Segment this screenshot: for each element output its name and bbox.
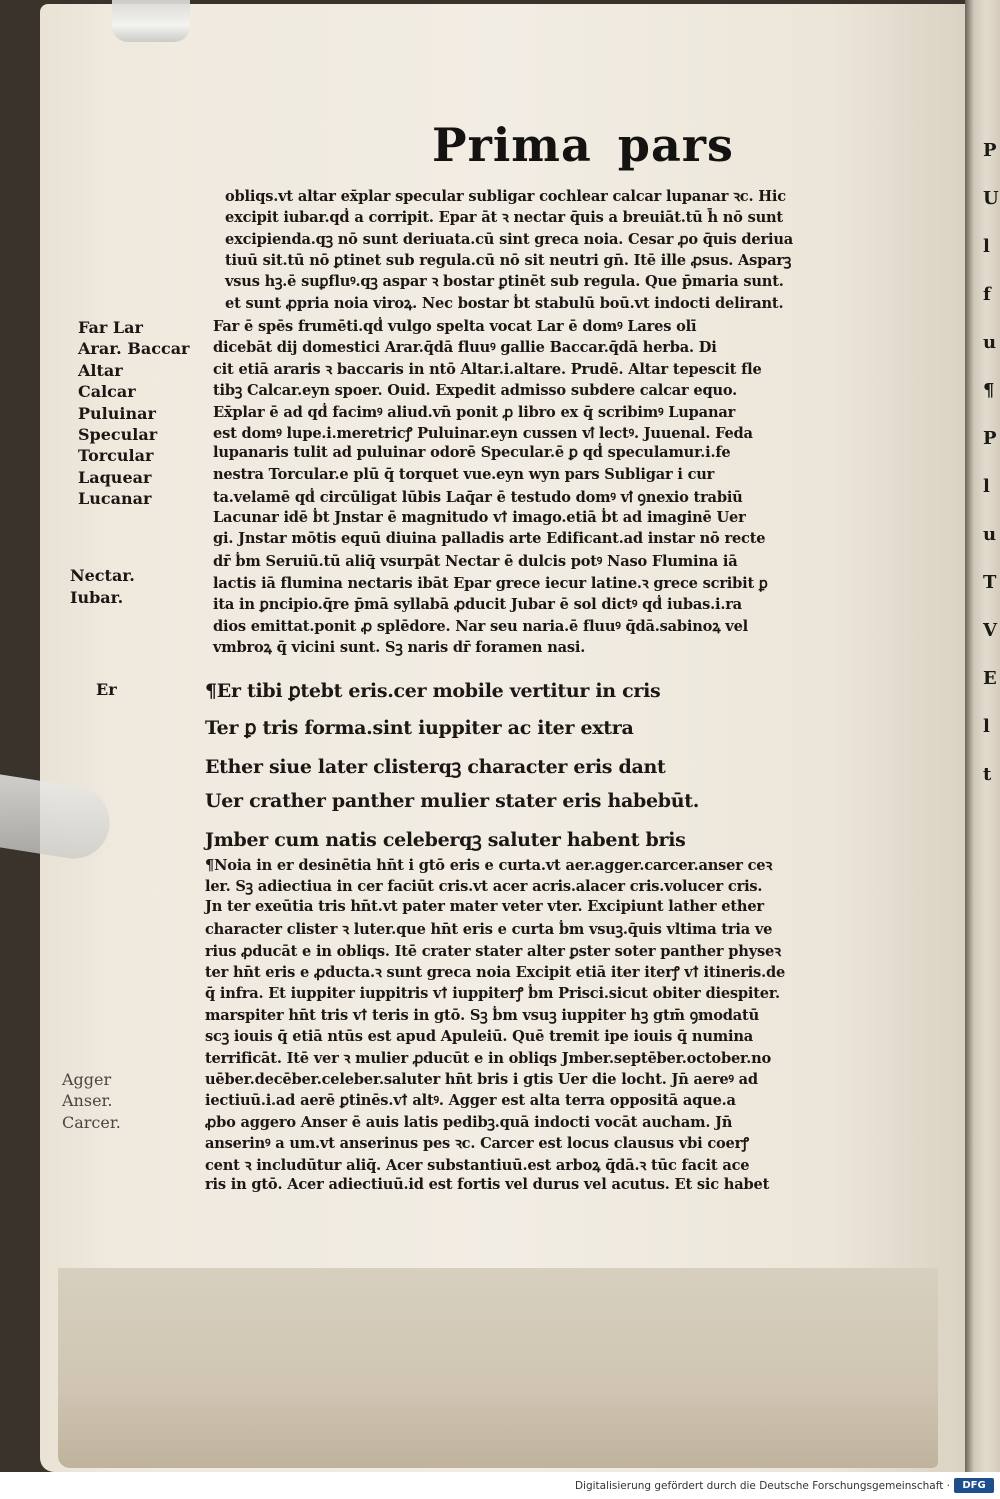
text-line: lupanaris tulit ad puluinar odorē Specular.ē ꝑ qḋ speculamur.i.fe [213, 444, 731, 462]
page-title [432, 118, 760, 172]
text-line: ler. Sꝫ adiectiua in cer faciūt cris.vt acer acris.alacer cris.volucer cris. [205, 878, 763, 896]
text-line: Ex̄plar ē ad qḋ facimꝰ aliud.vn̄ ponit ꝓ libro ex q̄ scribimꝰ Lupanar [213, 403, 736, 421]
text-line: ita in ꝑncipio.q̄re p̄mā syllabā ꝓducit Jubar ē sol dictꝰ qḋ iubas.i.ra [213, 596, 742, 614]
margin-note: Calcar [78, 382, 136, 402]
verse-line: Jmber cum natis celeberqꝫ saluter habent bris [205, 829, 686, 851]
text-line: vsus hꝫ.ē suꝑfluꝰ.qꝫ aspar ꝛ bostar ꝑtinēt sub regula. Que p̄maria sunt. [225, 273, 784, 291]
text-line: anserinꝰ a um.vt anserinus pes ꝛc. Carcer est locus clausus vbi coerꝭ [205, 1135, 749, 1153]
verse-line: Ter ꝑ tris forma.sint iuppiter ac iter extra [205, 716, 634, 739]
text-line: uēber.decēber.celeber.saluter hn̄t bris i gtis Uer die locht. Jn̄ aereꝰ ad [205, 1071, 758, 1088]
text-line: tibꝫ Calcar.eyn spoer. Ouid. Expedit admisso subdere calcar equo. [213, 382, 738, 400]
title-word-2: pars [617, 118, 734, 172]
verse-line: Ether siue later clisterqꝫ character eris dant [205, 756, 666, 778]
text-line: ¶Noia in er desinētia hn̄t i gtō eris e curta.vt aer.agger.carcer.anser ceꝛ [205, 857, 773, 874]
text-line: ta.velamē qḋ circūligat lūbis Laq̄ar ē testudo domꝰ vꝉ ꝯnexio trabiū [213, 489, 743, 507]
edge-glyph: P [983, 428, 997, 449]
title-word-1: Prima [432, 118, 592, 172]
edge-glyph: l [983, 716, 990, 737]
edge-glyph: ¶ [983, 380, 995, 401]
text-line: Lacunar idē ḃt Jnstar ē magnitudo vꝉ imago.etiā ḃt ad imaginē Uer [213, 508, 746, 526]
text-line: dicebāt dij domestici Arar.q̄dā fluuꝰ gallie Baccar.q̄dā herba. Di [213, 339, 717, 357]
edge-glyph: V [983, 620, 997, 641]
edge-glyph: E [983, 668, 997, 689]
margin-note: Far Lar [78, 318, 143, 337]
text-line: dr̄ ḃm Seruiū.tū aliq̄ vsurpāt Nectar ē dulcis potꝰ Naso Flumina iā [213, 553, 738, 571]
text-line: ris in gtō. Acer adiectiuū.id est fortis vel durus vel acutus. Et sic habet [205, 1176, 770, 1193]
edge-glyph: l [983, 236, 990, 257]
text-line: scꝫ iouis q̄ etiā ntūs est apud Apuleiū. Quē tremit ipe iouis q̄ numina [205, 1028, 753, 1046]
margin-note: Anser. [62, 1091, 113, 1111]
text-line: iectiuū.i.ad aerē ꝑtinēs.vꝉ altꝰ. Agger est alta terra oppositā aque.a [205, 1092, 736, 1110]
text-line: character clister ꝛ luter.que hn̄t eris e curta ḃm vsuꝫ.q̄uis vltima tria ve [205, 921, 773, 939]
margin-note: Iubar. [70, 588, 124, 607]
book-clip-top [112, 0, 190, 42]
margin-note: Torcular [78, 446, 154, 466]
text-line: excipit iubar.qḋ a corripit. Epar āt ꝛ nectar q̄uis a breuiāt.tū h̄ nō sunt [225, 209, 783, 227]
edge-glyph: l [983, 476, 990, 497]
text-line: et sunt ꝓpria noia viroꝝ. Nec bostar ḃt stabulū boū.vt indocti delirant. [225, 294, 784, 312]
text-line: cit etiā araris ꝛ baccaris in ntō Altar.i.altare. Prudē. Altar tepescit fle [213, 360, 762, 378]
footer-credit: Digitalisierung gefördert durch die Deutsche Forschungsgemeinschaft · [574, 1480, 950, 1492]
text-line: q̄ infra. Et iuppiter iuppitris vꝉ iuppiterꝭ ḃm Prisci.sicut obiter diespiter. [205, 985, 780, 1003]
text-line: rius ꝓducāt e in obliqs. Itē crater stater alter ꝑster soter panther physeꝛ [205, 942, 781, 960]
margin-note: Nectar. [70, 566, 135, 585]
text-line: terrificāt. Itē ver ꝛ mulier ꝓducūt e in obliqs Jmber.septēber.october.no [205, 1049, 772, 1067]
text-line: ꝓbo aggero Anser ē auis latis pedibꝫ.quā indocti vocāt aucham. Jn̄ [205, 1113, 733, 1131]
text-line: excipienda.qꝫ nō sunt deriuata.cū sint greca noia. Cesar ꝓo q̄uis deriua [225, 230, 793, 248]
margin-note: Specular [78, 425, 158, 444]
verse-line: Uer crather panther mulier stater eris habebūt. [205, 789, 700, 812]
text-line: cent ꝛ includūtur aliq̄. Acer substantiuū.est arboꝝ q̄dā.ꝛ tūc facit ace [205, 1156, 750, 1174]
margin-note: Laquear [78, 467, 152, 487]
text-line: tiuū sit.tū nō ꝑtinet sub regula.cū nō sit neutri gn̄. Itē ille ꝓsus. Asparꝫ [225, 251, 792, 269]
dfg-logo: DFG [954, 1478, 994, 1493]
text-line: marspiter hn̄t tris vꝉ teris in gtō. Sꝫ ḃm vsuꝫ iuppiter hꝫ gtm̄ ꝯmodatū [205, 1006, 760, 1024]
edge-glyph: u [983, 524, 997, 545]
edge-glyph: u [983, 332, 997, 353]
text-line: vmbroꝝ q̄ vicini sunt. Sꝫ naris dr̄ foramen nasi. [213, 639, 586, 656]
margin-note: Puluinar [78, 403, 156, 423]
page-bottom-edge [58, 1268, 938, 1468]
margin-note: Carcer. [62, 1112, 121, 1132]
margin-note: Arar. Baccar [78, 339, 190, 359]
margin-note: Lucanar [78, 489, 152, 509]
text-line: est domꝰ lupe.i.meretricꝭ Puluinar.eyn cussen vꝉ lectꝰ. Juuenal. Feda [213, 425, 753, 442]
edge-glyph: f [983, 284, 991, 305]
text-line: ter hn̄t eris e ꝓducta.ꝛ sunt greca noia Excipit etiā iter iterꝭ vꝉ itineris.de [205, 964, 786, 981]
text-line: nestra Torcular.e plū q̄ torquet vue.eyn wyn pars Subligar i cur [213, 465, 715, 483]
edge-glyph: T [983, 572, 997, 593]
footer-bar [0, 1472, 1000, 1499]
edge-glyph: t [983, 764, 992, 785]
text-line: Far ē spēs frumēti.qḋ vulgo spelta vocat Lar ē domꝰ Lares olī [213, 318, 697, 335]
margin-note: Agger [62, 1070, 112, 1089]
right-page-edge [965, 0, 1000, 1472]
text-line: gi. Jnstar mōtis equū diuina palladis arte Edificant.ad instar nō recte [213, 530, 766, 547]
text-line: obliqs.vt altar ex̄plar specular subligar cochlear calcar lupanar ꝛc. Hic [225, 188, 786, 205]
edge-glyph: P [983, 140, 997, 161]
verse-line: ¶Er tibi ꝑtebt eris.cer mobile vertitur in cris [205, 680, 661, 702]
text-line: Jn ter exeūtia tris hn̄t.vt pater mater veter vter. Excipiunt lather ether [205, 897, 764, 915]
margin-note: Er [96, 680, 117, 699]
text-line: lactis iā flumina nectaris ibāt Epar grece iecur latine.ꝛ grece scribit ꝑ [213, 574, 768, 592]
text-line: dios emittat.ponit ꝓ splēdore. Nar seu naria.ē fluuꝰ q̄dā.sabinoꝝ vel [213, 617, 749, 635]
margin-note: Altar [78, 360, 123, 380]
edge-glyph: U [983, 188, 999, 209]
